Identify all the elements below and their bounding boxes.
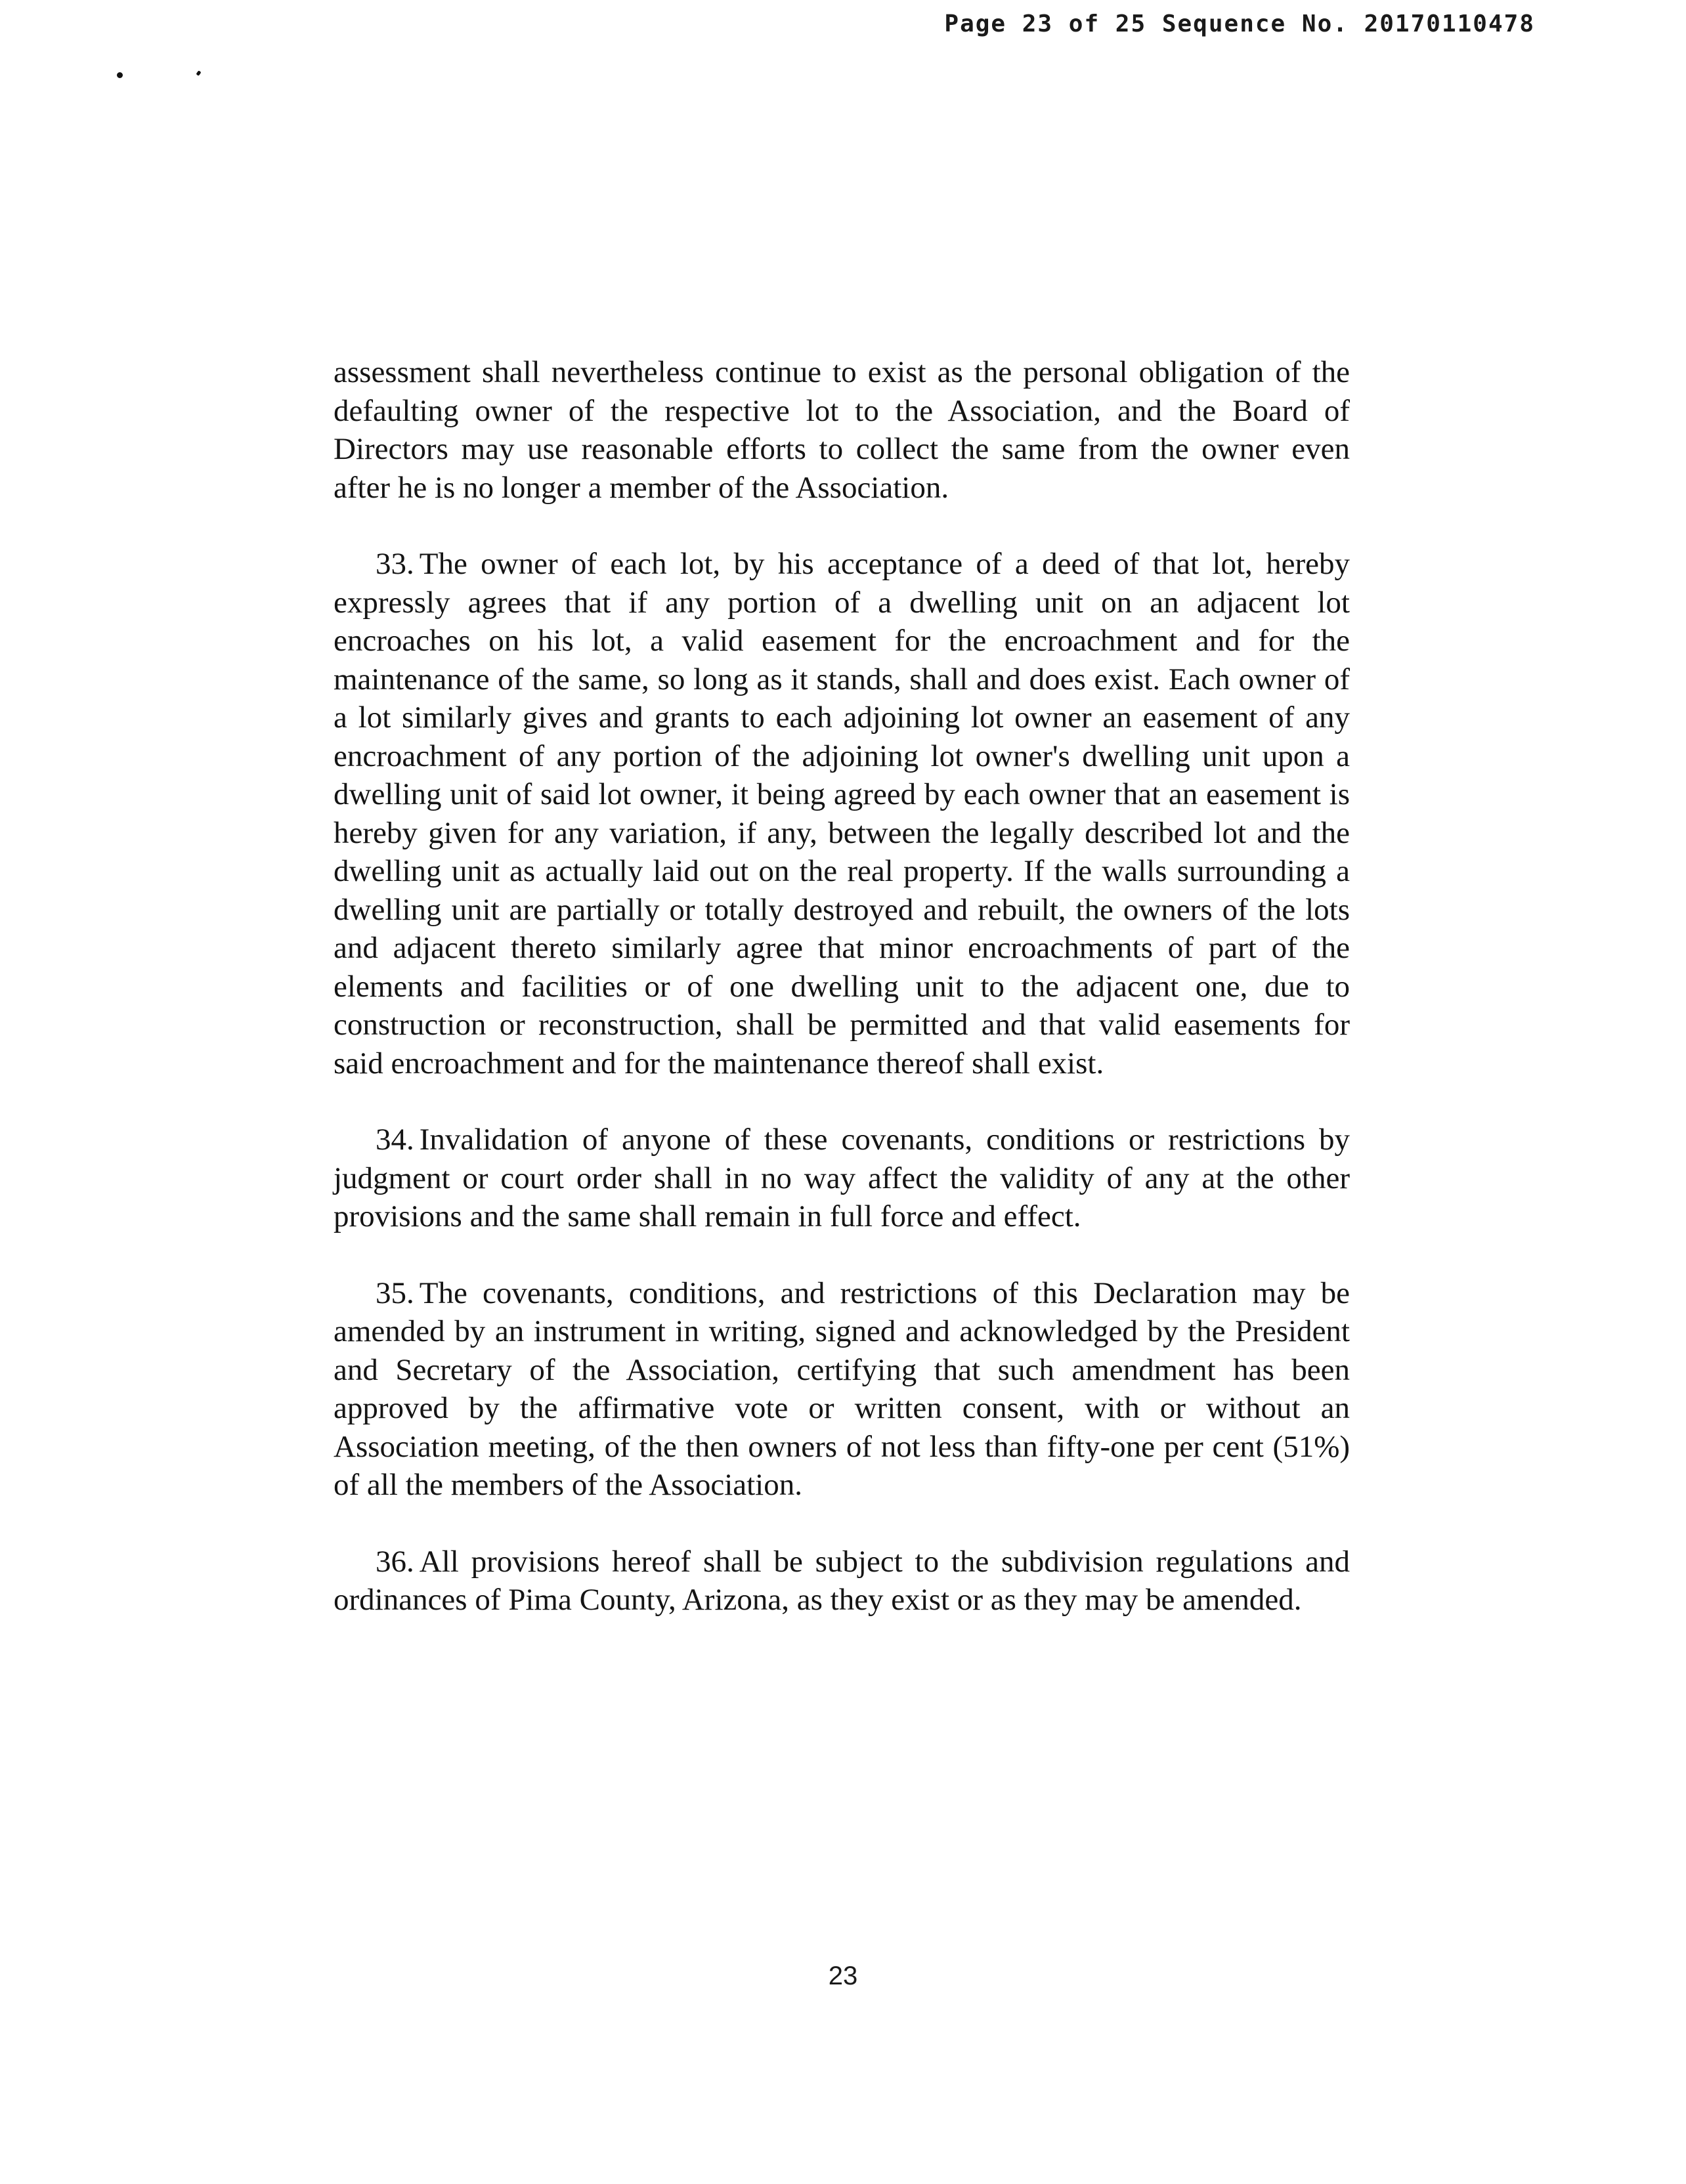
paragraph-number: 35. — [376, 1275, 414, 1310]
paragraph-text: The owner of each lot, by his acceptance of a deed of that lot, hereby expressly agrees that if any portion of a dwelling unit on an adjacent lot encroaches on his lot, a valid easement for the encroachment and for the maintenance of the same, so long as it stands, shall and does exist. Each owner of a lot similarly gives and grants to each adjoining lot owner an easement of any encroachment of any portion of the adjoining lot owner's dwelling unit upon a dwelling unit of said lot owner, it being agreed by each owner that an easement is hereby given for any variation, if any, between the legally described lot and the dwelling unit as actually laid out on the real property. If the walls surrounding a dwelling unit are partially or totally destroyed and rebuilt, the owners of the lots and adjacent thereto similarly agree that minor encroachments of part of the elements and facilities or of one dwelling unit to the adjacent one, due to construction or reconstruction, shall be permitted and that valid easements for said encroachment and for the maintenance thereof shall exist. — [334, 547, 1350, 1081]
paragraph-33 — [334, 545, 1350, 1082]
paragraph-34 — [334, 1121, 1350, 1236]
paragraph-text: All provisions hereof shall be subject to the subdivision regulations and ordinances of Pima County, Arizona, as they exist or as they may be amended. — [334, 1544, 1350, 1617]
document-body — [334, 353, 1350, 1658]
sequence-stamp: Page 23 of 25 Sequence No. 20170110478 — [944, 11, 1535, 37]
paragraph-continuation: assessment shall nevertheless continue to exist as the personal obligation of the defaulting owner of the respective lot to the Association, and the Board of Directors may use reasonable efforts to collect the same from the owner even after he is no longer a member of the Association. — [334, 355, 1350, 505]
paragraph-36 — [334, 1543, 1350, 1619]
scan-speck-mark — [196, 70, 201, 76]
paragraph-number: 36. — [376, 1544, 414, 1579]
page-number: 23 — [828, 1961, 858, 1990]
paragraph-35 — [334, 1274, 1350, 1505]
paragraph-text: The covenants, conditions, and restrictions of this Declaration may be amended by an instrument in writing, signed and acknowledged by the President and Secretary of the Association, certifying that such amendment has been approved by the affirmative vote or written consent, with or without an Association meeting, of the then owners of not less than fifty-one per cent (51%) of all the members of the Association. — [334, 1275, 1350, 1502]
paragraph-number: 34. — [376, 1123, 414, 1157]
paragraph-number: 33. — [376, 547, 414, 581]
scan-speck-mark — [117, 72, 123, 78]
paragraph-text: Invalidation of anyone of these covenants, conditions or restrictions by judgment or court order shall in no way affect the validity of any at the other provisions and the same shall remain in full force and effect. — [334, 1123, 1350, 1233]
